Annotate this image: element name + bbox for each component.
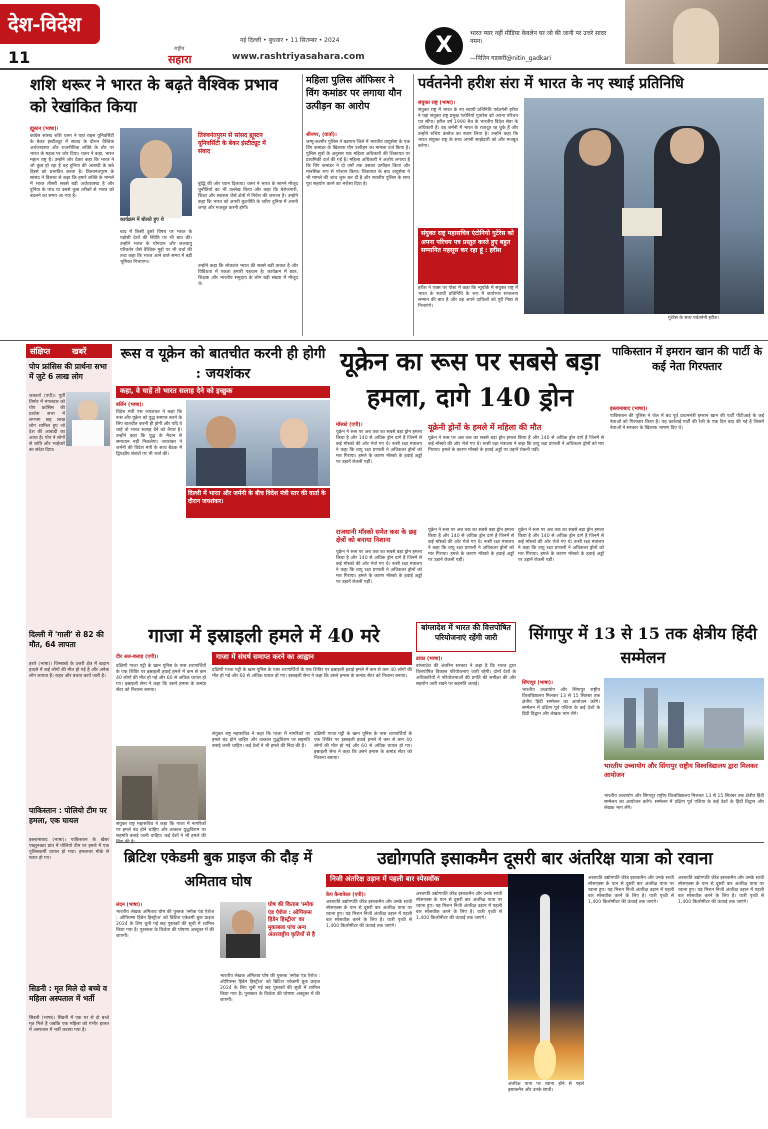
brief-body: हरारे (भाषा)। जिम्बाब्वे के उत्तरी क्षेत्र में खदान हादसे में कई लोगों की मौत हो गई है और अनेक लोग लापता हैं। राहत और बचाव कार्य जारी है। [29,662,109,679]
photo-caption: घोष की किताब 'स्मोक एंड ऐशेज : ओपियम्स हिडेन हिस्ट्रीज' का मुकाबला पांच अन्य अंतरराष्ट्रीय कृतियों से है [268,902,315,938]
photo-caption: कार्यक्रम में बोलते हुए थे [120,217,164,223]
article-body: अरबपति उद्योगपति जेरेड इसाकमैन और उनके साथी स्पेसएक्स के यान से दूसरी बार अंतरिक्ष यात्रा पर रवाना हुए। यह मिशन निजी अंतरिक्ष उड़ान में पहली बार स्पेसवॉक करने के लिए है। यात्री पृथ्वी से 1,400 किलोमीटर की ऊंचाई तक जाएंगे। [416,892,502,921]
article-dateline: ढाका (भाषा)। [416,656,443,662]
photo-caption: अंतरिक्ष यात्रा पर रवाना होने से पहले इसाकमैन और उनके साथी। [508,1082,584,1093]
article-kicker: कहा, वे चाहें तो भारत सलाह देने को इच्छुक [120,387,233,395]
x-logo-icon: X [425,27,463,65]
article-imran-khan [610,344,764,620]
article-dateline: दीर अल-बलाह (एपी)। [116,654,159,660]
article-headline[interactable]: बांग्लादेश में भारत की वित्तपोषित परियोजनाएं रहेंगी जारी [416,622,516,652]
article-body: संयुक्त राष्ट्र महासचिव ने कहा कि गाजा में नागरिकों पर हमले बंद होने चाहिए और तत्काल युद्धविराम पर सहमति बनाई जानी चाहिए। कई देशों ने भी हमले की निंदा की है। [212,732,310,749]
article-kicker: निजी अंतरिक्ष उड़ान में पहली बार स्पेसवॉक [330,875,440,883]
article-body: बांग्लादेश की अंतरिम सरकार ने कहा है कि भारत द्वारा वित्तपोषित विकास परियोजनाएं जारी रहेंगी। दोनों देशों के अधिकारियों ने परियोजनाओं की प्रगति की समीक्षा की और सहयोग जारी रखने पर सहमति जताई। [416,664,516,687]
article-body: बाद में किसी दूसरे विषय पर भारत के पड़ोसी देशों की स्थिति पर भी बात की। उन्होंने भारत के योगदान और जलवायु परिवर्तन जैसे वैश्विक मुद्दों पर भी चर्चा की तथा कहा कि भारत आने वाले समय में बड़ी भूमिका निभाएगा। [120,230,192,265]
website-url[interactable]: www.rashtriyasahara.com [232,52,365,62]
article-body: भारतीय उच्चायोग और सिंगापुर राष्ट्रीय विश्वविद्यालय मिलकर 13 से 15 सितंबर तक क्षेत्रीय हिंदी सम्मेलन का आयोजन करेंगे। सम्मेलन में दक्षिण पूर्व एशिया के कई देशों के हिंदी विद्वान और लेखक भाग लेंगे। [604,794,764,811]
red-caption-bullet: तिरुवनंतपुरम से सांसद ह्यूस्टन यूनिवर्सिटी के बेकर इंस्टीट्यूट में संवाद [198,132,266,155]
un-meeting-photo [524,98,764,314]
brief-title[interactable]: पाकिस्तान : पोलियो टीम पर हमला, एक घायल [29,806,107,825]
photo-caption: भारतीय उच्चायोग और सिंगापुर राष्ट्रीय विश्वविद्यालय द्वारा मिलकर आयोजन [604,762,758,779]
sub-heading: राजधानी मॉस्को समेत कस के छह क्षेत्रों को बनाया निशाना [336,528,417,544]
author-photo [625,0,768,64]
article-body: यूक्रेन ने रूस पर अब तक का सबसे बड़ा ड्रोन हमला किया है और 140 से अधिक ड्रोन दागे हैं जिनमें से कई मॉस्को की ओर भेजे गए थे। रूसी रक्षा मंत्रालय ने कहा कि वायु रक्षा प्रणाली ने अधिकतर ड्रोनों को मार गिराया। हमले के कारण मॉस्को के हवाई अड्डों पर उड़ानें रोकनी पड़ीं। [518,528,604,563]
article-body: भारतीय उच्चायोग और सिंगापुर राष्ट्रीय विश्वविद्यालय मिलकर 13 से 15 सितंबर तक क्षेत्रीय हिंदी सम्मेलन का आयोजन करेंगे। सम्मेलन में दक्षिण पूर्व एशिया के कई देशों के हिंदी विद्वान और लेखक भाग लेंगे। [522,688,600,717]
jaishankar-photo [186,400,330,486]
article-jaishankar [116,344,330,614]
article-gaza [116,622,412,838]
article-body: जम्मू-कश्मीर पुलिस ने बडगाम जिले में भारतीय वायुसेना के एक विंग कमांडर के खिलाफ यौन उत्पीड़न का मामला दर्ज किया है। पुलिस सूत्रों के अनुसार एक महिला अधिकारी की शिकायत पर प्राथमिकी दर्ज की गई है। महिला अधिकारी ने आरोप लगाया है कि विंग कमांडर ने दो वर्षों तक उसका उत्पीड़न किया और मानसिक रूप से परेशान किया। शिकायत के बाद वायुसेना ने भी मामले की जांच शुरू कर दी है और स्थानीय पुलिस के साथ पूरा सहयोग करने का भरोसा दिया है। [306,140,410,187]
section-title: देश-विदेश [8,12,82,36]
article-singapore-hindi [522,622,764,838]
article-body: कांग्रेस सांसद शशि थरूर ने यहां राइस यूनिवर्सिटी के बेकर इंस्टीट्यूट में संवाद के दौरान वैश्विक अर्थव्यवस्था और राजनीतिक शक्ति के तौर पर भारत के महत्व पर जोर दिया। थरूर ने कहा, भारत महान राष्ट्र है। उन्होंने जोर देकर कहा कि भारत ने जो कुछ हो रहा है वह दुनिया की आबादी के छठे हिस्से को प्रभावित करता है। तिरुवनंतपुरम के सांसद ने विस्तार से कहा कि हमारे शक्ति के मामले में भारत तीसरी सबसे बड़ी अर्थव्यवस्था है और दुनिया के पांच या उससे कुछ तरीकों से भारत को बदलने का समय आ गया है। [30,134,114,199]
article-body: यूक्रेन ने रूस पर अब तक का सबसे बड़ा ड्रोन हमला किया है और 140 से अधिक ड्रोन दागे हैं जिनमें से कई मॉस्को की ओर भेजे गए थे। रूसी रक्षा मंत्रालय ने कहा कि वायु रक्षा प्रणाली ने अधिकतर ड्रोनों को मार गिराया। हमले के कारण मॉस्को के हवाई अड्डों पर उड़ानें रोकनी पड़ीं। [336,430,422,465]
article-body: संयुक्त राष्ट्र महासचिव ने कहा कि गाजा में नागरिकों पर हमले बंद होने चाहिए और तत्काल युद्धविराम पर सहमति बनाई जानी चाहिए। कई देशों ने भी हमले की [116,822,206,839]
article-ukraine-drones [336,344,604,620]
brand-name: सहारा [168,53,192,66]
brand-small: राष्ट्रीय [174,46,185,52]
article-body: विदेश मंत्री एस जयशंकर ने कहा कि रूस और यूक्रेन को युद्ध समाप्त करने के लिए बातचीत करनी ही होगी और यदि वे चाहें तो भारत सलाह देने को तैयार है। उन्होंने कहा कि युद्ध के मैदान से समाधान नहीं निकलेगा। जयशंकर ने जर्मनी की विदेश मंत्री के साथ बैठक में द्विपक्षीय संबंधों पर भी चर्चा की। [116,410,182,457]
article-headline[interactable]: महिला पुलिस ऑफिसर ने विंग कमांडर पर लगाया यौन उत्पीड़न का आरोप [306,75,402,112]
article-body: पाकिस्तान की पुलिस ने जेल में बंद पूर्व प्रधानमंत्री इमरान खान की पार्टी पीटीआई के कई नेताओं को गिरफ्तार किया है। यह कार्रवाई पार्टी की रैली के एक दिन बाद की गई है जिसमें नेताओं ने सरकार के खिलाफ भाषण दिए थे। [610,414,764,431]
article-body: उन्होंने कहा कि लोकतंत्र भारत की सबसे बड़ी ताकत है और विविधता में एकता हमारी पहचान है। कार्यक्रम में छात्र, शिक्षक और भारतीय समुदाय के लोग बड़ी संख्या में मौजूद थे। [198,264,298,287]
article-body: दक्षिणी गाजा पट्टी के खान यूनिस के पास शरणार्थियों के एक शिविर पर इस्राइली हवाई हमले में कम से कम 40 लोगों की मौत हो गई और 60 से अधिक घायल हो गए। इस्राइली सेना ने कहा कि उसने हमास के कमांड सेंटर को निशाना बनाया। [212,668,412,679]
article-dateline: ह्यूस्टन (भाषा)। [30,126,59,132]
brief-body: सिडनी (भाषा)। सिडनी में एक घर से दो बच्चे मृत मिले हैं जबकि एक महिला को गंभीर हालत में अस्पताल में भर्ती कराया गया है। [29,1016,109,1033]
article-body: यूक्रेन ने रूस पर अब तक का सबसे बड़ा ड्रोन हमला किया है और 140 से अधिक ड्रोन दागे हैं जिनमें से कई मॉस्को की ओर भेजे गए थे। रूसी रक्षा मंत्रालय ने कहा कि वायु रक्षा प्रणाली ने अधिकतर ड्रोनों को मार गिराया। हमले के कारण मॉस्को के हवाई अड्डों पर उड़ानें रोकनी पड़ीं। [336,550,422,585]
sub-heading: यूक्रेनी ड्रोनों के हमले में महिला की मौत [428,423,542,432]
tharoor-photo [120,128,192,216]
article-headline[interactable]: यूक्रेन का रूस पर सबसे बड़ा हमला, दागे 140 ड्रोन [340,347,600,412]
article-headline[interactable]: पाकिस्तान में इमरान खान की पार्टी के कई नेता गिरफ्तार [611,345,763,373]
article-isaacman [326,846,764,1122]
article-dateline: लंदन (भाषा)। [116,902,143,908]
brief-title[interactable]: सिडनी : मृत मिले दो बच्चे व महिला अस्पताल में भर्ती [29,984,108,1003]
sidebar-tag [26,344,112,358]
article-body: दक्षिणी गाजा पट्टी के खान यूनिस के पास शरणार्थियों के एक शिविर पर इस्राइली हवाई हमले में कम से कम 40 लोगों की मौत हो गई और 60 से अधिक घायल हो गए। इस्राइली सेना ने कहा कि उसने हमास के कमांड सेंटर को निशाना बनाया। [116,664,206,693]
article-body: भारतीय लेखक अमिताव घोष की पुस्तक 'स्मोक एंड ऐशेज : ओपियम्स हिडेन हिस्ट्रीज' को ब्रिटिश एकेडमी बुक प्राइज 2024 के लिए चुनी गई छह पुस्तकों की सूची में शामिल किया गया है। पुरस्कार के विजेता की घोषणा अक्टूबर में की जाएगी। [116,910,214,939]
article-headline[interactable]: रूस व यूक्रेन को बातचीत करनी ही होगी : जयशंकर [120,346,326,382]
article-body: बुद्धि की ओर ध्यान दिलाया। थरूर ने भारत के सामने मौजूद चुनौतियों का भी उल्लेख किया और कहा कि बेरोजगारी, शिक्षा और स्वास्थ्य जैसे क्षेत्रों में निवेश की जरूरत है। उन्होंने कहा कि भारत को अपनी कूटनीति के जरिए दुनिया में अपनी जगह और मजबूत करनी होगी। [198,182,298,211]
article-body: अरबपति उद्योगपति जेरेड इसाकमैन और उनके साथी स्पेसएक्स के यान से दूसरी बार अंतरिक्ष यात्रा पर रवाना हुए। यह मिशन निजी अंतरिक्ष उड़ान में पहली बार स्पेसवॉक करने के लिए है। यात्री पृथ्वी से 1,400 किलोमीटर की ऊंचाई तक जाएंगे। [588,876,674,905]
brief-body: जकार्ता (एपी)। पूर्वी तिमोर में मंगलवार को पोप फ्रांसिस की प्रार्थना सभा में लगभग छह लाख लोग शामिल हुए जो देश की आबादी का आधा है। पोप ने लोगों से शांति और भाईचारे का संदेश दिया। [29,394,65,453]
article-body: यूक्रेन ने रूस पर अब तक का सबसे बड़ा ड्रोन हमला किया है और 140 से अधिक ड्रोन दागे हैं जिनमें से कई मॉस्को की ओर भेजे गए थे। रूसी रक्षा मंत्रालय ने कहा कि वायु रक्षा प्रणाली ने अधिकतर ड्रोनों को मार गिराया। हमले के कारण मॉस्को के हवाई अड्डों पर उड़ानें रोकनी पड़ीं। [428,528,514,563]
article-body: संयुक्त राष्ट्र में भारत के नए स्थायी प्रतिनिधि पर्वतनेनी हरीश ने यहां संयुक्त राष्ट्र प्रमुख एंतोनियो गुतारेस को अपना परिचय पत्र सौंपा। हरीश वर्ष 1990 बैच के भारतीय विदेश सेवा के अधिकारी हैं। वह जर्मनी में भारत के राजदूत रह चुके हैं और उन्होंने रुचिरा कंबोज का स्थान लिया है। उन्होंने कहा कि भारत संयुक्त राष्ट्र के साथ अपनी साझेदारी को और मजबूत करेगा। [418,108,518,149]
dateline: नई दिल्ली • बुधवार • 11 सितम्बर • 2024 [240,37,340,44]
article-headline[interactable]: उद्योगपति इसाकमैन दूसरी बार अंतरिक्ष यात्रा को रवाना [377,849,713,869]
amitav-ghosh-photo [220,902,266,958]
article-headline[interactable]: ब्रिटिश एकेडमी बुक प्राइज की दौड़ में अमिताव घोष [124,850,312,890]
singapore-skyline-photo [604,678,764,760]
tweet-author: —नितिन गडकरी@nitin_gadkari [470,55,552,62]
page-number: 11 [8,48,31,67]
masthead [0,0,768,70]
article-kicker: गाजा में संघर्ष समाप्त करने का आह्वान [216,653,314,661]
brief-title[interactable]: दिल्ली में 'गाली' से 82 की मौत, 64 लापता [29,630,104,649]
article-body: यूक्रेन ने रूस पर अब तक का सबसे बड़ा ड्रोन हमला किया है और 140 से अधिक ड्रोन दागे हैं जिनमें से कई मॉस्को की ओर भेजे गए थे। रूसी रक्षा मंत्रालय ने कहा कि वायु रक्षा प्रणाली ने अधिकतर ड्रोनों को मार गिराया। हमले के कारण मॉस्को के हवाई अड्डों पर उड़ानें रोकनी पड़ीं। [428,436,604,453]
article-dateline: सिंगापुर (भाषा)। [522,680,553,686]
tweet-quote: भारत प्यार नहीं मीडिया केवलेन घर जो की जानी पर उत्तरे सादर नमन। [470,30,607,45]
pope-photo [66,392,110,446]
article-harish [418,74,764,336]
article-body: भारतीय लेखक अमिताव घोष की पुस्तक 'स्मोक एंड ऐशेज : ओपियम्स हिडेन हिस्ट्रीज' को ब्रिटिश एकेडमी बुक प्राइज 2024 के लिए चुनी गई छह पुस्तकों की सूची में शामिल किया गया है। पुरस्कार के विजेता की घोषणा अक्टूबर में की जाएगी। [220,974,320,1003]
photo-caption: गुटेरेस के साथ पर्वतनेनी हरीश। [668,316,719,321]
brief-title[interactable]: पोप फ्रांसिस की प्रार्थना सभा में जुटे 6 लाख लोग [29,362,107,381]
article-dateline: संयुक्त राष्ट्र (भाषा)। [418,100,456,106]
article-headline[interactable]: पर्वतनेनी हरीश संरा में भारत के नए स्थाई प्रतिनिधि [418,75,684,92]
article-dateline: इस्लामाबाद (भाषा)। [610,406,648,412]
gaza-rubble-photo [116,746,206,820]
article-headline[interactable]: गाजा में इस्राइली हमले में 40 मरे [148,625,380,647]
pull-quote: संयुक्त राष्ट्र महासचिव एंटोनियो गुटेरेस को अपना परिचय पत्र प्रस्तुत करते हुए बहुत सम्मानित महसूस कर रहा हूं : हरीश [421,230,514,254]
article-dateline: बर्लिन (भाषा)। [116,402,144,408]
article-body: दक्षिणी गाजा पट्टी के खान यूनिस के पास शरणार्थियों के एक शिविर पर इस्राइली हवाई हमले में कम से कम 40 लोगों की मौत हो गई और 60 से अधिक घायल हो गए। इस्राइली सेना ने कहा कि उसने हमास के कमांड सेंटर को निशाना बनाया। [314,732,412,761]
article-body: अरबपति उद्योगपति जेरेड इसाकमैन और उनके साथी स्पेसएक्स के यान से दूसरी बार अंतरिक्ष यात्रा पर रवाना हुए। यह मिशन निजी अंतरिक्ष उड़ान में पहली बार स्पेसवॉक करने के लिए है। यात्री पृथ्वी से 1,400 किलोमीटर की ऊंचाई तक जाएंगे। [326,900,412,929]
article-bangladesh [416,622,516,812]
photo-caption: दिल्ली में भारत और जर्मनी के बीच विदेश मंत्री स्तर की वार्ता के दौरान जयशंकर। [186,488,330,518]
article-headline[interactable]: शशि थरूर ने भारत के बढ़ते वैश्विक प्रभाव को रेखांकित किया [30,75,279,116]
news-brief-sidebar [26,344,112,1118]
article-body: अरबपति उद्योगपति जेरेड इसाकमैन और उनके साथी स्पेसएक्स के यान से दूसरी बार अंतरिक्ष यात्रा पर रवाना हुए। यह मिशन निजी अंतरिक्ष उड़ान में पहली बार स्पेसवॉक करने के लिए है। यात्री पृथ्वी से 1,400 किलोमीटर की ऊंचाई तक जाएंगे। [678,876,764,905]
sidebar-tag-label: संक्षिप्त [30,347,51,356]
article-tharoor [30,74,300,334]
rocket-launch-photo [508,874,584,1080]
article-dateline: श्रीनगर, (वार्ता)। [306,132,337,138]
article-body: हरीश ने एक्स पर पोस्ट में कहा कि न्यूयॉर्क में संयुक्त राष्ट्र में भारत के स्थायी प्रतिनिधि के रूप में कार्यभार संभालना सम्मान की बात है और वह अपने दायित्वों को पूरी निष्ठा से निभाएंगे। [418,286,518,309]
article-amitav-ghosh [116,846,320,1122]
article-wing-commander [306,74,410,338]
sidebar-tag-label-2: खबरें [72,347,87,356]
article-dateline: केप कैनावेरल (एपी)। [326,892,366,898]
brief-body: इस्लामाबाद (भाषा)। पाकिस्तान के खैबर पख्तूनख्वा प्रांत में पोलियो टीम पर हमले में एक पुलिसकर्मी घायल हो गया। हमलावर मौके से फरार हो गए। [29,838,109,861]
article-headline[interactable]: सिंगापुर में 13 से 15 तक क्षेत्रीय हिंदी सम्मेलन [528,624,758,667]
article-dateline: मॉस्को (एपी)। [336,422,363,428]
